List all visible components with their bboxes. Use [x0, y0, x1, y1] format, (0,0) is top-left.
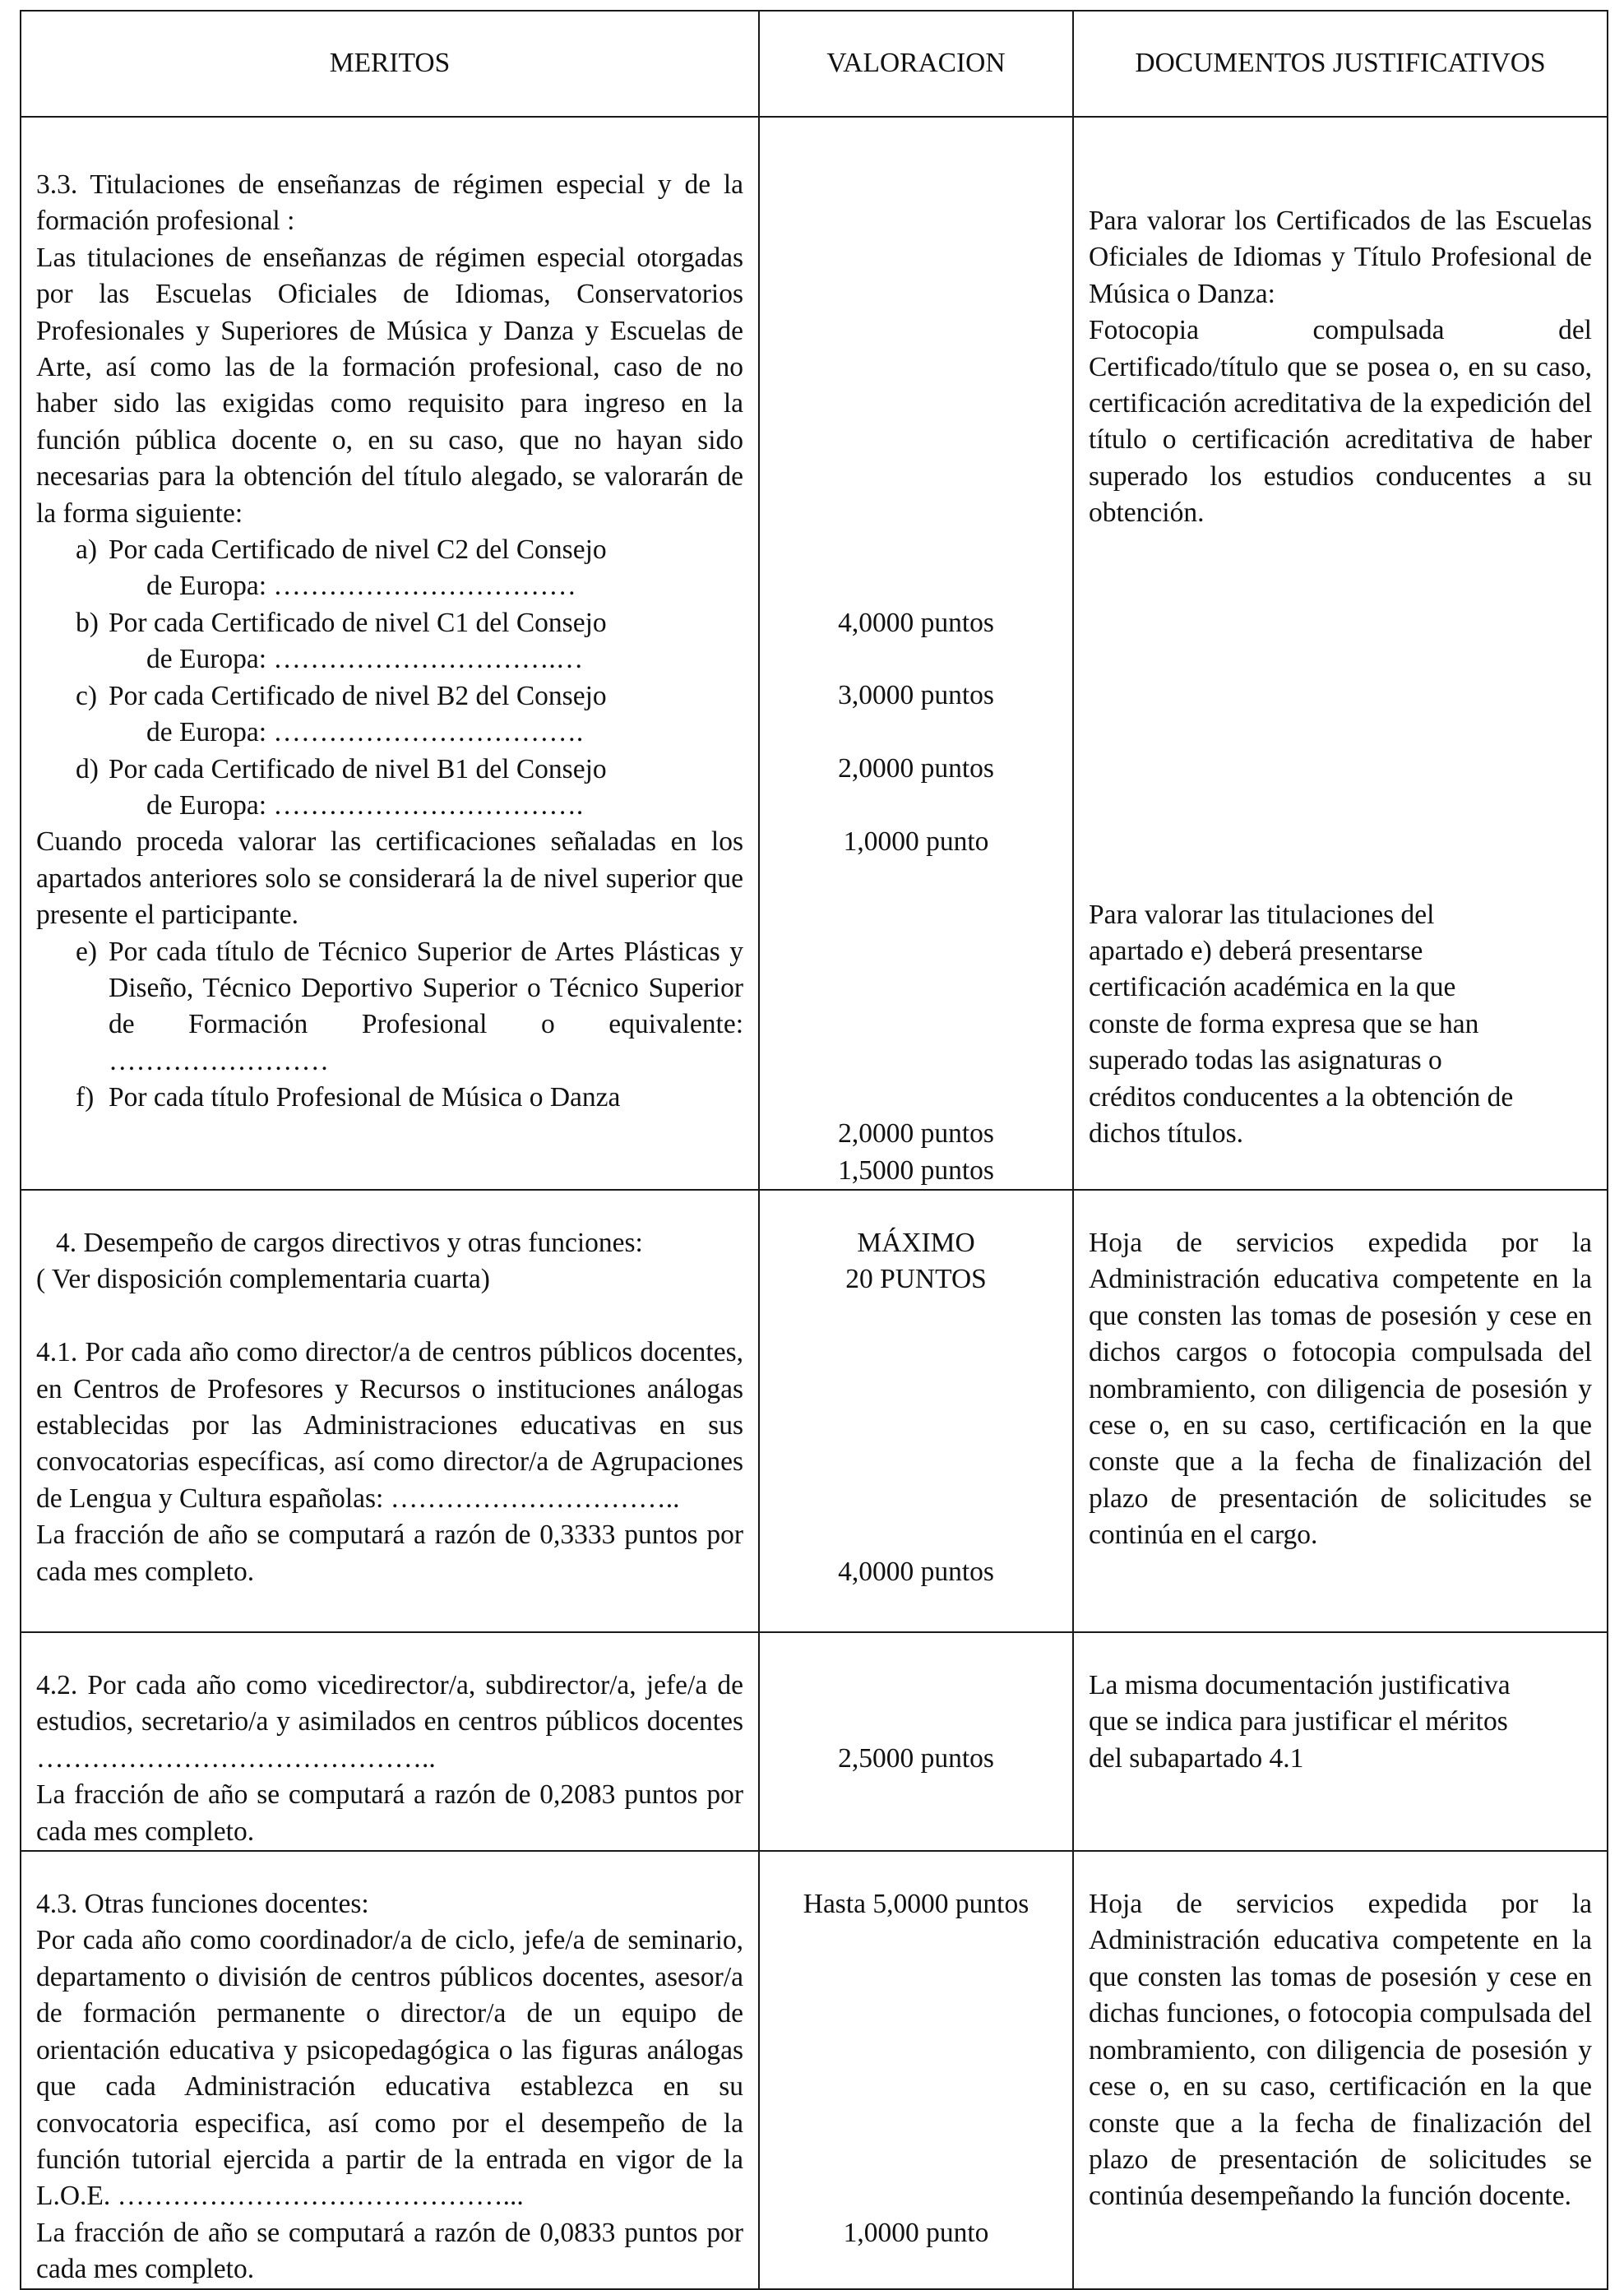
- doc2-line-6: créditos conducentes a la obtención de: [1089, 1081, 1514, 1113]
- header-valoracion: VALORACION: [759, 11, 1073, 117]
- item-f-text: Por cada título Profesional de Música o Danza: [109, 1082, 621, 1113]
- doc2-line-1: Para valorar las titulaciones del: [1089, 899, 1435, 930]
- s42-fraction: La fracción de año se computará a razón de 0,2083 puntos por cada mes completo.: [36, 1779, 743, 1847]
- doc2-line-3: certificación académica en la que: [1089, 972, 1456, 1003]
- value-d: 1,0000 punto: [843, 826, 989, 858]
- doc2-line-2: apartado e) deberá presentarse: [1089, 936, 1423, 967]
- documentos-4-3: [1073, 1851, 1608, 2288]
- documentos-3-3: [1073, 117, 1608, 1190]
- header-row: [21, 11, 1608, 117]
- max-line-2: 20 PUNTOS: [845, 1264, 987, 1295]
- item-b-marker: b): [76, 607, 99, 638]
- row-3-3: [21, 117, 1608, 1190]
- s41-text: 4.1. Por cada año como director/a de centros públicos docentes, en Centros de Profesores y Recursos o instituciones análogas establecidas por las Administraciones educativas en sus convocatorias específicas, así como director/a de Agrupaciones de Lengua y Cultura españolas: …………………………..: [36, 1337, 743, 1514]
- item-b-text: Por cada Certificado de nivel C1 del Consejo: [109, 607, 607, 638]
- s43-fraction: La fracción de año se computará a razón de 0,0833 puntos por cada mes completo.: [36, 2217, 743, 2285]
- item-f-marker: f): [76, 1082, 95, 1113]
- s4-title: 4. Desempeño de cargos directivos y otras funciones:: [56, 1228, 643, 1259]
- item-a-text: Por cada Certificado de nivel C2 del Consejo: [109, 534, 607, 566]
- item-b-cont: de Europa: ………………………….…: [146, 644, 584, 675]
- item-c-cont: de Europa: …………………………….: [146, 717, 584, 748]
- meritos-3-3: [21, 117, 759, 1190]
- documentos-4-1: [1073, 1190, 1608, 1632]
- meritos-4-3: [21, 1851, 759, 2288]
- item-e-marker: e): [76, 936, 98, 967]
- s33-intro: Las titulaciones de enseñanzas de régimen especial otorgadas por las Escuelas Oficiales de Idiomas, Conservatorios Profesionales y Superiores de Música y Danza y Escuelas de Arte, así como las de la formación profesional, caso de no haber sido las exigidas como requisito para ingreso en la función pública docente o, en su caso, que no hayan sido necesarias para la obtención del título alegado, se valorarán de la forma siguiente:: [36, 242, 743, 529]
- row-4-1: [21, 1190, 1608, 1632]
- doc-4-2-line-2: que se indica para justificar el méritos: [1089, 1706, 1508, 1737]
- doc-4-1: Hoja de servicios expedida por la Administración educativa competente en la que consten las tomas de posesión y cese en dichos cargos o fotocopia compulsada del nombramiento, con diligencia de posesión y cese o, en su caso, certificación en la que conste que a la fecha de finalización del plazo de presentación de solicitudes se continúa en el cargo.: [1089, 1228, 1592, 1551]
- doc-4-2-line-3: del subapartado 4.1: [1089, 1742, 1304, 1774]
- doc1-intro: Para valorar los Certificados de las Escuelas Oficiales de Idiomas y Título Profesional de Música o Danza:: [1089, 206, 1592, 309]
- doc-4-3: Hoja de servicios expedida por la Administración educativa competente en la que consten las tomas de posesión y cese en dichas funciones, o fotocopia compulsada del nombramiento, con diligencia de posesión y cese o, en su caso, certificación en la que conste que a la fecha de finalización del plazo de presentación de solicitudes se continúa desempeñando la función docente.: [1089, 1889, 1592, 2212]
- row-4-2: [21, 1632, 1608, 1851]
- documentos-4-2: [1073, 1632, 1608, 1851]
- value-4-3: 1,0000 punto: [843, 2217, 989, 2248]
- s43-title: 4.3. Otras funciones docentes:: [36, 1889, 369, 1920]
- max-line-1: MÁXIMO: [857, 1228, 975, 1259]
- s33-note: Cuando proceda valorar las certificaciones señaladas en los apartados anteriores solo se considerará la de nivel superior que presente el participante.: [36, 826, 743, 931]
- header-documentos: DOCUMENTOS JUSTIFICATIVOS: [1073, 11, 1608, 117]
- value-b: 3,0000 puntos: [838, 680, 994, 711]
- value-a: 4,0000 puntos: [838, 607, 994, 638]
- value-f: 1,5000 puntos: [838, 1154, 994, 1186]
- value-4-2: 2,5000 puntos: [838, 1742, 994, 1774]
- valoracion-3-3: [759, 117, 1073, 1190]
- item-d-cont: de Europa: …………………………….: [146, 789, 584, 821]
- item-c-text: Por cada Certificado de nivel B2 del Consejo: [109, 680, 607, 711]
- item-a-cont: de Europa: ……………………………: [146, 571, 576, 602]
- doc2-line-5: superado todas las asignaturas o: [1089, 1045, 1442, 1076]
- s42-text: 4.2. Por cada año como vicedirector/a, subdirector/a, jefe/a de estudios, secretario/a y asimilados en centros públicos docentes ……………………………………..: [36, 1670, 743, 1774]
- meritos-4-2: [21, 1632, 759, 1851]
- doc-4-2-line-1: La misma documentación justificativa: [1089, 1670, 1511, 1701]
- valoracion-4-1: [759, 1190, 1073, 1632]
- doc2-line-4: conste de forma expresa que se han: [1089, 1008, 1479, 1039]
- item-d-text: Por cada Certificado de nivel B1 del Consejo: [109, 753, 607, 784]
- doc1-rest: Certificado/título que se posea o, en su caso, certificación acreditativa de la expedición del título o certificación acreditativa de haber superado los estudios conducentes a su obtención.: [1089, 351, 1592, 529]
- valoracion-4-2: [759, 1632, 1073, 1851]
- meritos-4-1: [21, 1190, 759, 1632]
- doc1-word-a: Fotocopia: [1089, 315, 1199, 346]
- row-4-3: [21, 1851, 1608, 2288]
- doc2-line-7: dichos títulos.: [1089, 1118, 1243, 1150]
- s33-title: 3.3. Titulaciones de enseñanzas de régimen especial y de la formación profesional :: [36, 169, 743, 237]
- doc1-word-c: del: [1558, 315, 1592, 346]
- item-e-text: Por cada título de Técnico Superior de Artes Plásticas y Diseño, Técnico Deportivo Superior o Técnico Superior de Formación Profesional o equivalente: ……………………: [109, 936, 743, 1076]
- s43-text: Por cada año como coordinador/a de ciclo, jefe/a de seminario, departamento o división de centros públicos docentes, asesor/a de formación permanente o director/a de un equipo de orientación educativa y psicopedagógica o las figuras análogas que cada Administración educativa establezca en su convocatoria especifica, así como por el desempeño de la función tutorial ejercida a partir de la entrada en vigor de la L.O.E. ……………………………………...: [36, 1925, 743, 2212]
- item-a-marker: a): [76, 534, 98, 566]
- value-c: 2,0000 puntos: [838, 753, 994, 784]
- max-4-3: Hasta 5,0000 puntos: [803, 1889, 1029, 1920]
- item-c-marker: c): [76, 680, 98, 711]
- s41-fraction: La fracción de año se computará a razón de 0,3333 puntos por cada mes completo.: [36, 1520, 743, 1587]
- value-4-1: 4,0000 puntos: [838, 1556, 994, 1587]
- header-meritos: MERITOS: [21, 11, 759, 117]
- s4-subtitle: ( Ver disposición complementaria cuarta): [36, 1264, 490, 1295]
- value-e: 2,0000 puntos: [838, 1118, 994, 1150]
- meritos-table: [20, 10, 1608, 2290]
- doc1-word-b: compulsada: [1312, 315, 1445, 346]
- valoracion-4-3: [759, 1851, 1073, 2288]
- item-d-marker: d): [76, 753, 99, 784]
